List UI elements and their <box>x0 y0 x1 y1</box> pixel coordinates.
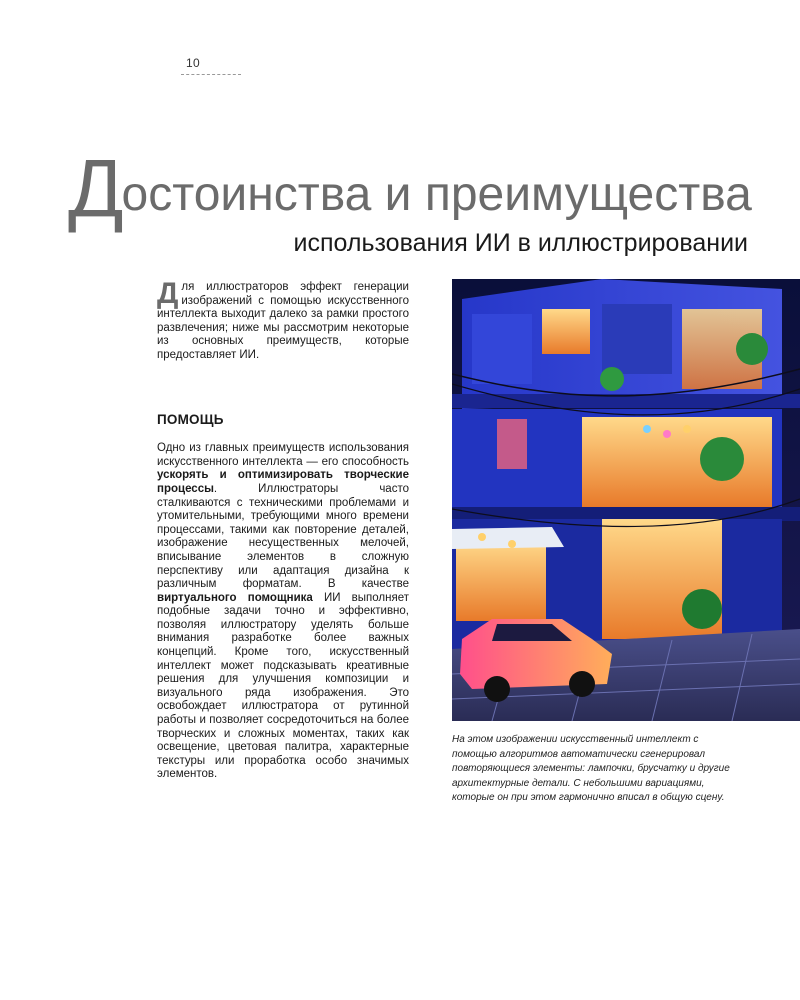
street-illustration <box>452 279 800 721</box>
section-paragraph <box>157 442 409 782</box>
page-title <box>68 143 758 234</box>
page-number: 10 <box>186 56 200 70</box>
section-text-2: . Иллюстраторы часто сталкиваются с техническими проблемами и утомительными, требующими много времени процессами, такими как повторение деталей, изображение несущественных мелочей, вписывание элементов в сложную перспективу или адаптация дизайна к различным форматам. В качестве <box>157 482 409 591</box>
section-text-1: Одно из главных преимуществ использования искусственного интеллекта — его способность <box>157 442 409 468</box>
intro-dropcap: Д <box>157 277 179 310</box>
section-heading: ПОМОЩЬ <box>157 411 224 427</box>
body-text-column <box>157 277 409 782</box>
page-subtitle: использования ИИ в иллюстрировании <box>293 229 748 257</box>
section-text-3: ИИ выполняет подобные задачи точно и эффективно, позволяя иллюстратору уделять больше внимания разработке более важных концепций. Кроме того, искусственный интеллект может подсказывать креативные решения для улучшения композиции и визуального ряда изображения. Это освобождает иллюстратора от рутинной работы и позволяет сосредоточиться на более творческих и сложных моментах, таких как освещение, цветовая палитра, характерные текстуры или проработка особо значимых элементов. <box>157 591 409 781</box>
figure-caption: На этом изображении искусственный интеллект с помощью алгоритмов автоматически сгенерировал повторяющиеся элементы: лампочки, брусчатку и другие архитектурные детали. С небольшими вариациями, которые он при этом гармонично вписал в общую сцену. <box>452 734 730 804</box>
intro-paragraph <box>157 277 409 363</box>
section-emphasis-2: виртуального помощника <box>157 591 313 604</box>
section-emphasis-1: ускорять и оптимизировать творческие процессы <box>157 469 409 495</box>
street-illustration-art <box>452 279 800 721</box>
page-number-divider <box>181 74 241 75</box>
intro-text: ля иллюстраторов эффект генерации изображений с помощью искусственного интеллекта выходит далеко за рамки простого развлечения; ниже мы рассмотрим некоторые из основных преимуществ, которые предоставляет ИИ. <box>157 281 409 361</box>
title-initial: Д <box>68 143 122 234</box>
title-rest: остоинства и преимущества <box>121 168 752 221</box>
